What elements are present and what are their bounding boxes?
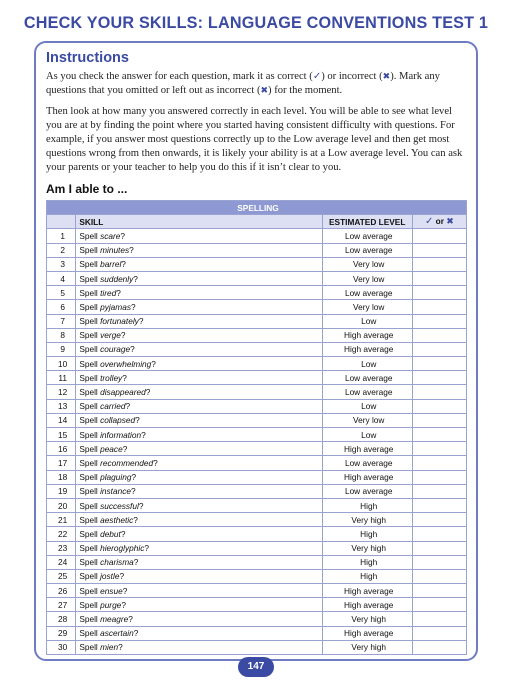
row-number: 24 xyxy=(47,555,76,569)
row-level: High average xyxy=(322,442,412,456)
row-mark-cell[interactable] xyxy=(412,385,466,399)
skill-word: ascertain xyxy=(100,628,134,639)
row-mark-cell[interactable] xyxy=(412,527,466,541)
row-mark-cell[interactable] xyxy=(412,428,466,442)
table-row xyxy=(47,229,467,243)
row-skill: Spell disappeared? xyxy=(76,385,322,399)
row-mark-cell[interactable] xyxy=(412,484,466,498)
skill-prefix: Spell xyxy=(79,500,98,511)
row-number: 5 xyxy=(47,286,76,300)
page-number: 147 xyxy=(238,657,274,677)
row-mark-cell[interactable] xyxy=(412,357,466,371)
row-mark-cell[interactable] xyxy=(412,498,466,512)
header-level: ESTIMATED LEVEL xyxy=(322,215,412,229)
row-skill: Spell recommended? xyxy=(76,456,322,470)
row-number: 1 xyxy=(47,229,76,243)
skill-prefix: Spell xyxy=(79,330,98,341)
row-skill: Spell verge? xyxy=(76,328,322,342)
tick-icon: ✓ xyxy=(424,216,434,228)
row-skill: Spell successful? xyxy=(76,498,322,512)
row-mark-cell[interactable] xyxy=(412,257,466,271)
row-mark-cell[interactable] xyxy=(412,442,466,456)
p1-text-b: ) or incorrect ( xyxy=(321,71,383,82)
skill-word: aesthetic xyxy=(100,514,134,525)
row-skill: Spell suddenly? xyxy=(76,271,322,285)
skill-prefix: Spell xyxy=(79,387,98,398)
row-number: 6 xyxy=(47,300,76,314)
table-row xyxy=(47,598,467,612)
cross-icon: ✖ xyxy=(260,86,269,96)
row-skill: Spell courage? xyxy=(76,342,322,356)
row-skill: Spell tired? xyxy=(76,286,322,300)
skill-word: verge xyxy=(100,330,121,341)
row-number: 28 xyxy=(47,612,76,626)
skill-prefix: Spell xyxy=(79,528,98,539)
row-mark-cell[interactable] xyxy=(412,300,466,314)
page-title: CHECK YOUR SKILLS: LANGUAGE CONVENTIONS TEST 1 xyxy=(23,14,489,32)
row-level: High average xyxy=(322,470,412,484)
row-mark-cell[interactable] xyxy=(412,584,466,598)
skill-word: peace xyxy=(100,443,123,454)
row-mark-cell[interactable] xyxy=(412,470,466,484)
skill-word: instance xyxy=(100,486,131,497)
row-mark-cell[interactable] xyxy=(412,541,466,555)
row-level: Very low xyxy=(322,413,412,427)
cross-icon: ✖ xyxy=(382,72,391,82)
skill-prefix: Spell xyxy=(79,457,98,468)
skill-prefix: Spell xyxy=(79,344,98,355)
row-number: 4 xyxy=(47,271,76,285)
row-number: 18 xyxy=(47,470,76,484)
row-number: 9 xyxy=(47,342,76,356)
skill-word: recommended xyxy=(100,457,154,468)
row-skill: Spell trolley? xyxy=(76,371,322,385)
skill-prefix: Spell xyxy=(79,372,98,383)
row-level: High xyxy=(322,527,412,541)
skill-prefix: Spell xyxy=(79,415,98,426)
row-skill: Spell overwhelming? xyxy=(76,357,322,371)
skill-word: hieroglyphic xyxy=(100,543,145,554)
row-mark-cell[interactable] xyxy=(412,399,466,413)
row-level: Low average xyxy=(322,456,412,470)
table-row xyxy=(47,357,467,371)
cross-icon: ✖ xyxy=(446,217,454,228)
row-number: 16 xyxy=(47,442,76,456)
table-row xyxy=(47,300,467,314)
skill-word: mien xyxy=(100,642,119,653)
row-skill: Spell scare? xyxy=(76,229,322,243)
row-level: Very low xyxy=(322,271,412,285)
skill-prefix: Spell xyxy=(79,628,98,639)
row-level: Low xyxy=(322,314,412,328)
header-mark xyxy=(412,215,466,229)
skill-word: purge xyxy=(100,599,122,610)
skill-prefix: Spell xyxy=(79,571,98,582)
skill-word: fortunately xyxy=(100,316,139,327)
skill-word: pyjamas xyxy=(100,301,131,312)
row-number: 12 xyxy=(47,385,76,399)
row-number: 22 xyxy=(47,527,76,541)
table-row xyxy=(47,484,467,498)
row-mark-cell[interactable] xyxy=(412,555,466,569)
skill-prefix: Spell xyxy=(79,316,98,327)
table-row xyxy=(47,569,467,583)
table-row xyxy=(47,342,467,356)
row-skill: Spell ascertain? xyxy=(76,626,322,640)
skill-prefix: Spell xyxy=(79,358,98,369)
row-skill: Spell carried? xyxy=(76,399,322,413)
skill-word: plaguing xyxy=(100,472,132,483)
row-level: Very low xyxy=(322,300,412,314)
row-level: High average xyxy=(322,328,412,342)
row-mark-cell[interactable] xyxy=(412,456,466,470)
skill-prefix: Spell xyxy=(79,259,98,270)
skills-table xyxy=(46,200,467,655)
row-number: 26 xyxy=(47,584,76,598)
row-level: Low average xyxy=(322,484,412,498)
header-row xyxy=(47,215,467,229)
row-level: Very high xyxy=(322,541,412,555)
row-level: Low xyxy=(322,428,412,442)
table-row xyxy=(47,328,467,342)
skill-word: minutes xyxy=(100,245,130,256)
row-skill: Spell jostle? xyxy=(76,569,322,583)
row-number: 10 xyxy=(47,357,76,371)
row-number: 17 xyxy=(47,456,76,470)
table-row xyxy=(47,314,467,328)
row-level: Low average xyxy=(322,286,412,300)
skill-prefix: Spell xyxy=(79,486,98,497)
row-level: Low xyxy=(322,357,412,371)
row-mark-cell[interactable] xyxy=(412,314,466,328)
tick-icon: ✓ xyxy=(312,71,322,82)
row-number: 13 xyxy=(47,399,76,413)
table-row xyxy=(47,555,467,569)
skill-prefix: Spell xyxy=(79,614,98,625)
table-row xyxy=(47,640,467,654)
table-row xyxy=(47,470,467,484)
header-skill: SKILL xyxy=(76,215,322,229)
table-row xyxy=(47,541,467,555)
skill-word: courage xyxy=(100,344,131,355)
row-skill: Spell aesthetic? xyxy=(76,513,322,527)
row-level: Low average xyxy=(322,371,412,385)
row-level: Very high xyxy=(322,612,412,626)
skill-word: scare xyxy=(100,230,121,241)
table-row xyxy=(47,442,467,456)
row-mark-cell[interactable] xyxy=(412,413,466,427)
skill-word: barrel xyxy=(100,259,122,270)
row-level: High xyxy=(322,569,412,583)
row-mark-cell[interactable] xyxy=(412,271,466,285)
table-row xyxy=(47,385,467,399)
row-level: Very high xyxy=(322,640,412,654)
row-mark-cell[interactable] xyxy=(412,328,466,342)
row-skill: Spell purge? xyxy=(76,598,322,612)
row-mark-cell[interactable] xyxy=(412,513,466,527)
row-mark-cell[interactable] xyxy=(412,640,466,654)
row-skill: Spell peace? xyxy=(76,442,322,456)
row-number: 29 xyxy=(47,626,76,640)
row-level: High xyxy=(322,555,412,569)
row-mark-cell[interactable] xyxy=(412,371,466,385)
skill-word: trolley xyxy=(100,372,123,383)
row-skill: Spell collapsed? xyxy=(76,413,322,427)
skill-prefix: Spell xyxy=(79,245,98,256)
skill-prefix: Spell xyxy=(79,557,98,568)
row-level: High average xyxy=(322,598,412,612)
table-row xyxy=(47,286,467,300)
row-number: 19 xyxy=(47,484,76,498)
instructions-heading: Instructions xyxy=(46,50,129,66)
skill-prefix: Spell xyxy=(79,443,98,454)
row-number: 3 xyxy=(47,257,76,271)
row-number: 23 xyxy=(47,541,76,555)
row-mark-cell[interactable] xyxy=(412,598,466,612)
skill-prefix: Spell xyxy=(79,543,98,554)
row-level: High average xyxy=(322,584,412,598)
row-level: Very low xyxy=(322,257,412,271)
skill-prefix: Spell xyxy=(79,514,98,525)
row-level: High average xyxy=(322,626,412,640)
table-row xyxy=(47,527,467,541)
skill-word: successful xyxy=(100,500,139,511)
row-skill: Spell hieroglyphic? xyxy=(76,541,322,555)
row-number: 25 xyxy=(47,569,76,583)
skill-word: jostle xyxy=(100,571,120,582)
row-number: 7 xyxy=(47,314,76,328)
row-number: 27 xyxy=(47,598,76,612)
p1-text-d: ) for the moment. xyxy=(268,85,343,96)
table-row xyxy=(47,498,467,512)
skill-prefix: Spell xyxy=(79,642,98,653)
row-number: 2 xyxy=(47,243,76,257)
row-number: 8 xyxy=(47,328,76,342)
header-num xyxy=(47,215,76,229)
skill-prefix: Spell xyxy=(79,429,98,440)
row-skill: Spell charisma? xyxy=(76,555,322,569)
row-skill: Spell fortunately? xyxy=(76,314,322,328)
skill-word: debut xyxy=(100,528,121,539)
row-mark-cell[interactable] xyxy=(412,229,466,243)
p1-text-c: ). Mark any questions that you omitted or left out as incorrect ( xyxy=(46,71,440,96)
table-row xyxy=(47,584,467,598)
row-level: Low average xyxy=(322,385,412,399)
row-skill: Spell ensue? xyxy=(76,584,322,598)
row-level: Low average xyxy=(322,243,412,257)
table-row xyxy=(47,399,467,413)
header-mark-or: or xyxy=(435,216,444,227)
table-row xyxy=(47,243,467,257)
row-skill: Spell plaguing? xyxy=(76,470,322,484)
skill-word: ensue xyxy=(100,585,123,596)
skill-prefix: Spell xyxy=(79,401,98,412)
row-level: Very high xyxy=(322,513,412,527)
table-body xyxy=(47,229,467,655)
content xyxy=(46,50,466,655)
skill-prefix: Spell xyxy=(79,287,98,298)
row-mark-cell[interactable] xyxy=(412,286,466,300)
skill-prefix: Spell xyxy=(79,301,98,312)
skill-word: information xyxy=(100,429,142,440)
skill-word: suddenly xyxy=(100,273,134,284)
skill-prefix: Spell xyxy=(79,585,98,596)
p1-text-a: As you check the answer for each question, mark it as correct ( xyxy=(46,71,313,82)
skill-word: charisma xyxy=(100,557,134,568)
table-row xyxy=(47,413,467,427)
instructions-paragraph-1 xyxy=(46,70,466,98)
table-row xyxy=(47,371,467,385)
table-row xyxy=(47,513,467,527)
skill-word: disappeared xyxy=(100,387,146,398)
skill-prefix: Spell xyxy=(79,472,98,483)
row-number: 20 xyxy=(47,498,76,512)
row-mark-cell[interactable] xyxy=(412,243,466,257)
skill-prefix: Spell xyxy=(79,599,98,610)
row-level: High average xyxy=(322,342,412,356)
table-row xyxy=(47,428,467,442)
row-number: 15 xyxy=(47,428,76,442)
skill-word: collapsed xyxy=(100,415,136,426)
row-level: Low xyxy=(322,399,412,413)
row-skill: Spell instance? xyxy=(76,484,322,498)
row-mark-cell[interactable] xyxy=(412,569,466,583)
table-row xyxy=(47,612,467,626)
row-number: 14 xyxy=(47,413,76,427)
row-skill: Spell mien? xyxy=(76,640,322,654)
skill-prefix: Spell xyxy=(79,273,98,284)
row-level: Low average xyxy=(322,229,412,243)
row-mark-cell[interactable] xyxy=(412,626,466,640)
skill-word: overwhelming xyxy=(100,358,152,369)
section-title: SPELLING xyxy=(47,201,467,215)
section-row xyxy=(47,201,467,215)
row-skill: Spell information? xyxy=(76,428,322,442)
skill-prefix: Spell xyxy=(79,230,98,241)
skill-word: tired xyxy=(100,287,117,298)
row-skill: Spell debut? xyxy=(76,527,322,541)
table-row xyxy=(47,257,467,271)
instructions-paragraph-2: Then look at how many you answered correctly in each level. You will be able to see what level you are at by finding the point where you started having consistent difficulty with questions. For example, if you answer most questions correctly up to the Low average level and then get most questions wrong from then onwards, it is likely your ability is at a Low average level. You can ask your parents or your teacher to help you do this if it isn’t clear to you. xyxy=(46,106,463,173)
row-number: 21 xyxy=(47,513,76,527)
row-skill: Spell barrel? xyxy=(76,257,322,271)
row-skill: Spell meagre? xyxy=(76,612,322,626)
row-number: 30 xyxy=(47,640,76,654)
skill-word: carried xyxy=(100,401,126,412)
row-number: 11 xyxy=(47,371,76,385)
skill-word: meagre xyxy=(100,614,129,625)
row-mark-cell[interactable] xyxy=(412,342,466,356)
row-skill: Spell minutes? xyxy=(76,243,322,257)
table-row xyxy=(47,271,467,285)
row-skill: Spell pyjamas? xyxy=(76,300,322,314)
row-mark-cell[interactable] xyxy=(412,612,466,626)
row-level: High xyxy=(322,498,412,512)
able-heading: Am I able to ... xyxy=(46,182,128,196)
table-row xyxy=(47,626,467,640)
table-row xyxy=(47,456,467,470)
